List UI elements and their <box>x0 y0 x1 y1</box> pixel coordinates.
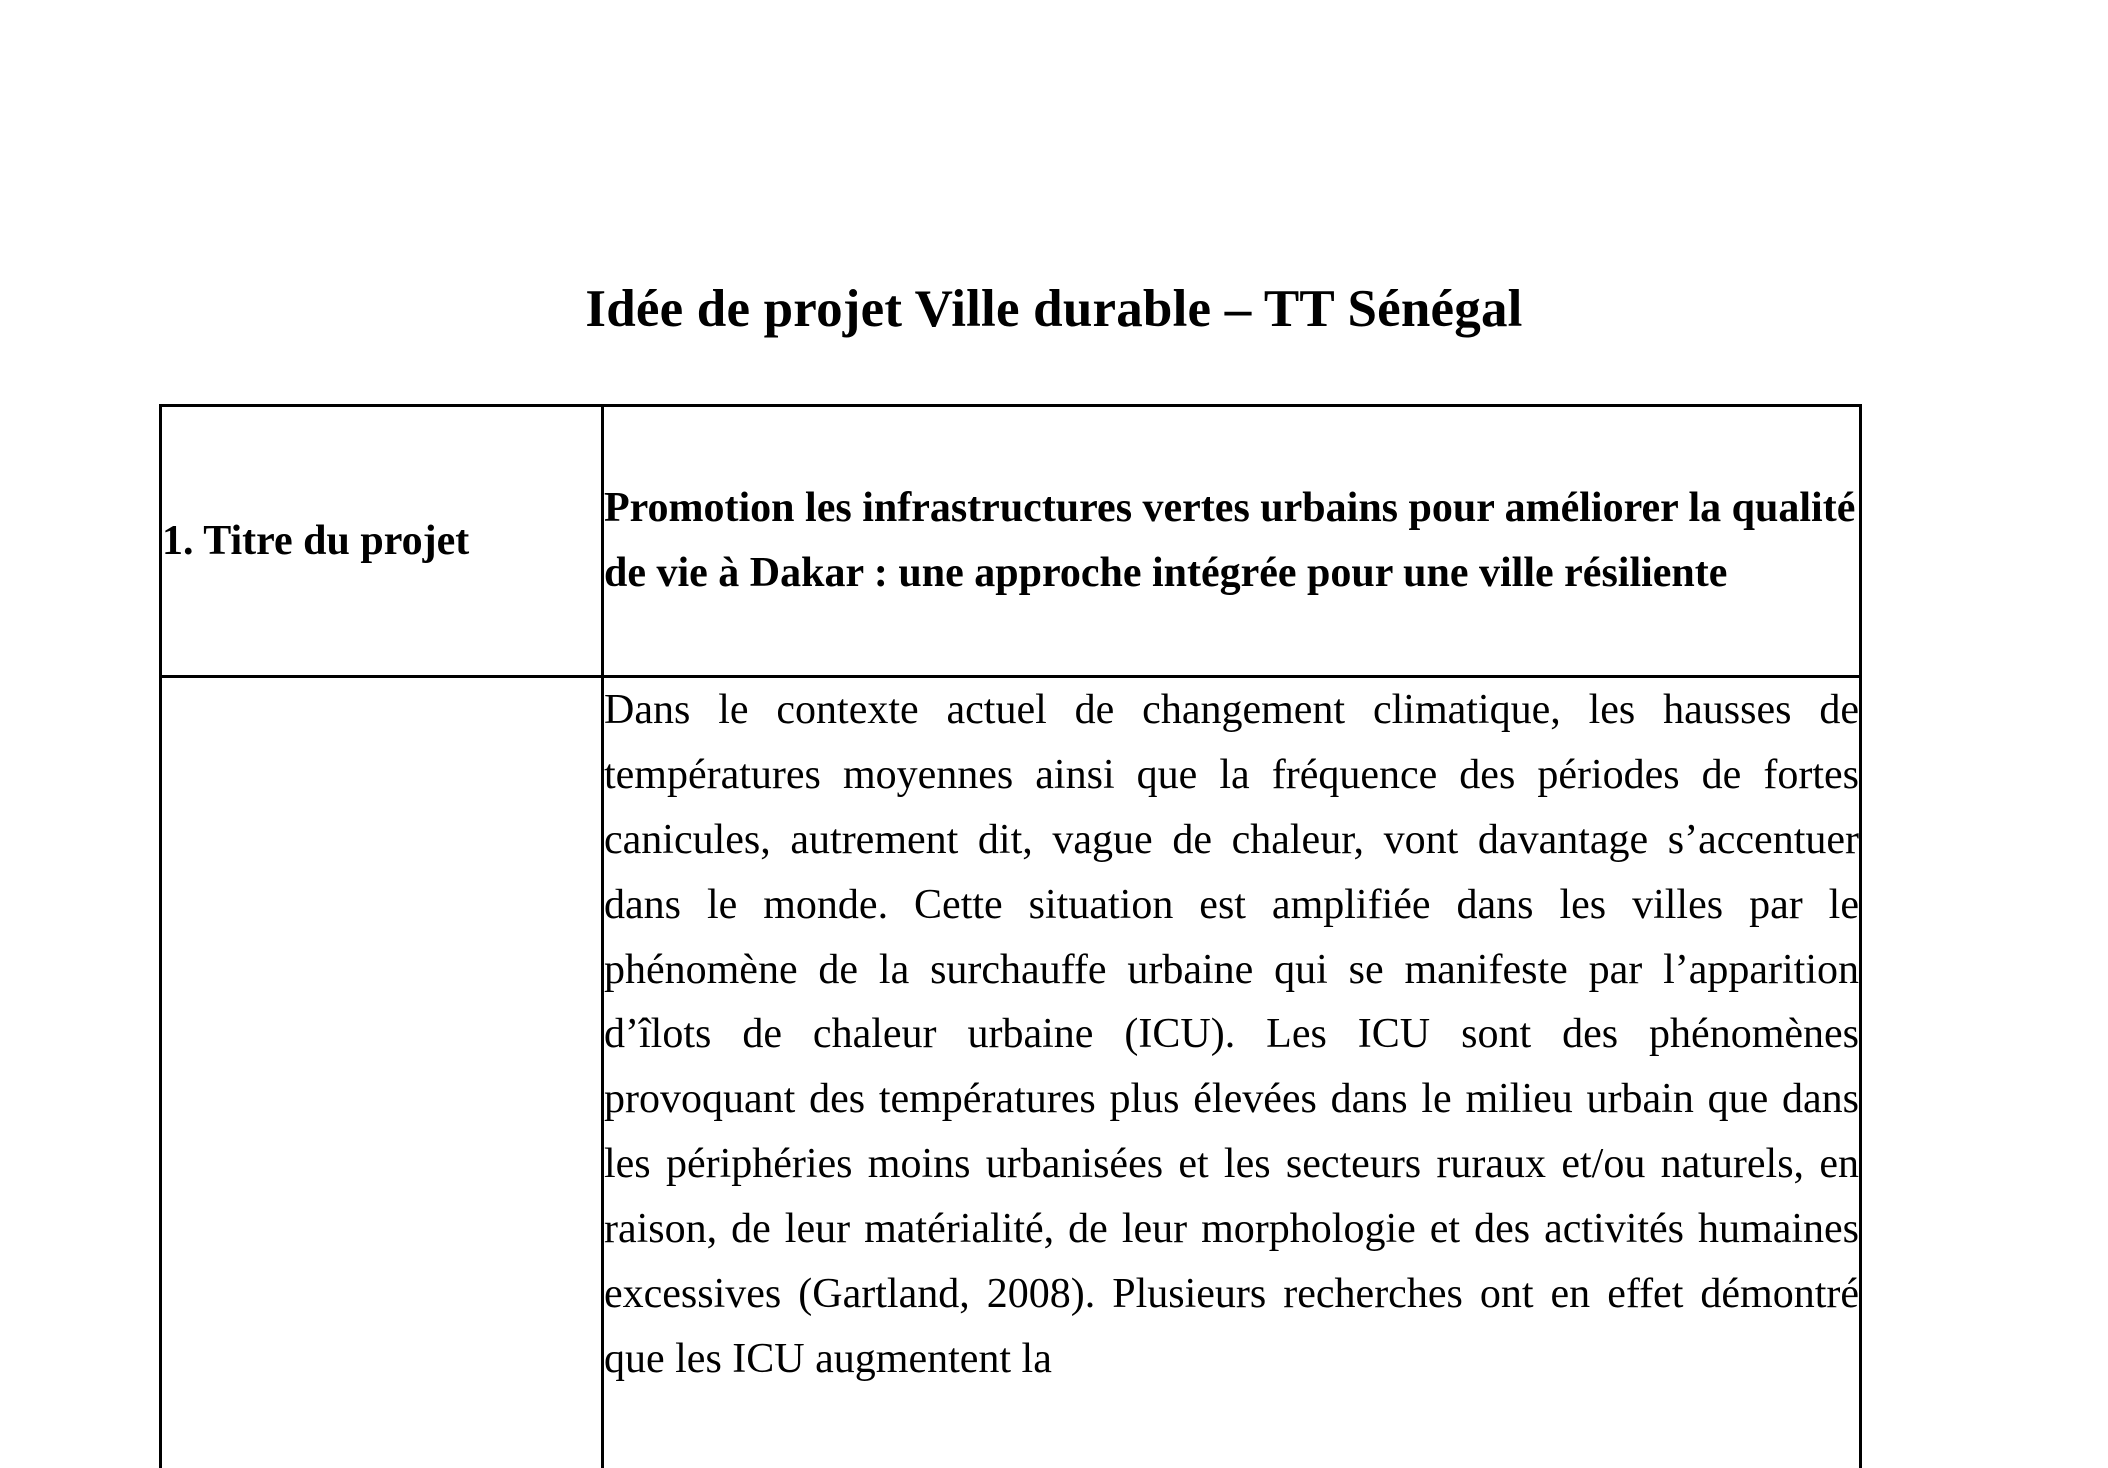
row-label-description <box>161 677 603 1468</box>
table-row <box>161 406 1861 677</box>
row-value-titre-du-projet: Promotion les infrastructures vertes urbains pour améliorer la qualité de vie à Dakar : une approche intégrée pour une ville résiliente <box>603 406 1861 677</box>
page-title: Idée de projet Ville durable – TT Sénégal <box>585 280 1523 338</box>
row-label-titre-du-projet: 1. Titre du projet <box>161 406 603 677</box>
project-idea-table <box>159 404 1862 1468</box>
row-value-description <box>603 677 1861 1468</box>
description-paragraph: Dans le contexte actuel de changement climatique, les hausses de températures moyennes ainsi que la fréquence des périodes de fortes canicules, autrement dit, vague de chaleur, vont davantage s’accentuer dans le monde. Cette situation est amplifiée dans les villes par le phénomène de la surchauffe urbaine qui se manifeste par l’apparition d’îlots de chaleur urbaine (ICU). Les ICU sont des phénomènes provoquant des températures plus élevées dans le milieu urbain que dans les périphéries moins urbanisées et les secteurs ruraux et/ou naturels, en raison, de leur matérialité, de leur morphologie et des activités humaines excessives (Gartland, 2008). Plusieurs recherches ont en effet démontré que les ICU augmentent la <box>604 687 1859 1382</box>
table-row <box>161 677 1861 1468</box>
